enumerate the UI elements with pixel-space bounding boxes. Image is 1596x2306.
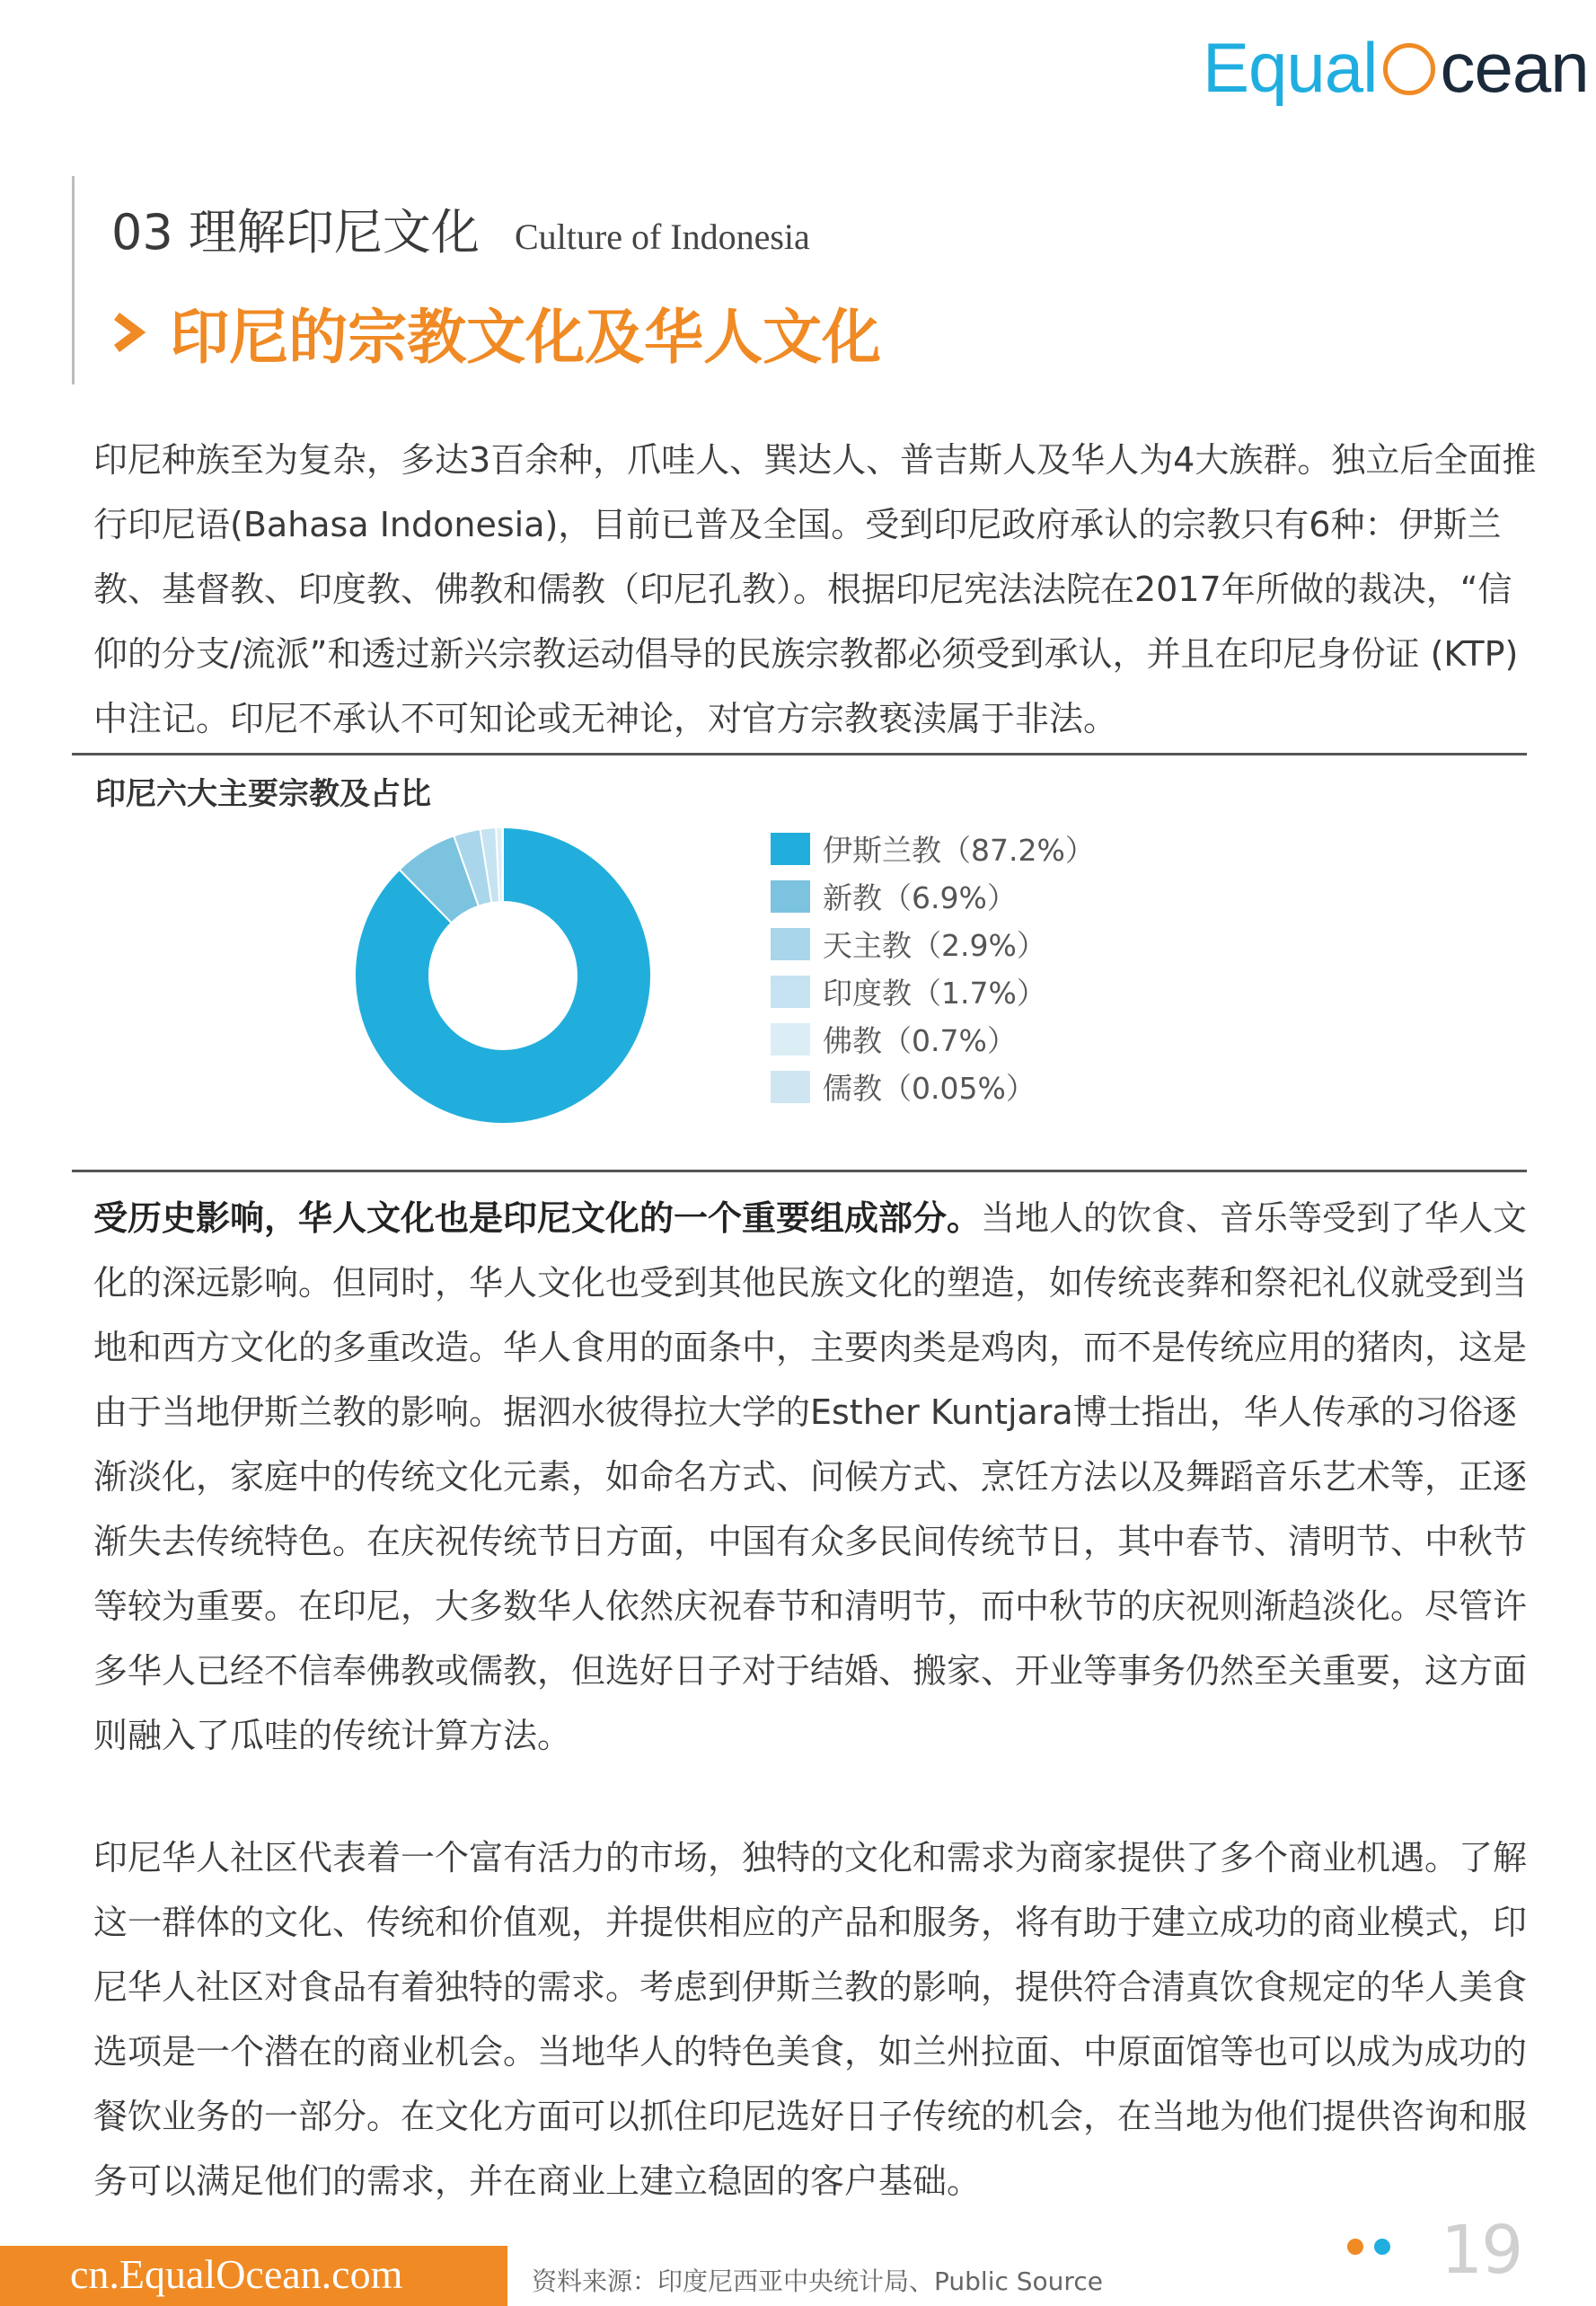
logo-text-cean: cean [1440, 28, 1589, 107]
legend-item [771, 872, 1095, 920]
divider-bottom [72, 1170, 1527, 1172]
legend-swatch [771, 833, 810, 865]
page-title-row [111, 289, 881, 375]
page-number: 19 [1441, 2212, 1522, 2289]
legend-swatch [771, 928, 810, 960]
section-title-en: Culture of Indonesia [514, 216, 810, 257]
legend-swatch [771, 1071, 810, 1103]
source-note: 资料来源：印度尼西亚中央统计局、Public Source [532, 2266, 1103, 2296]
legend-item [771, 1015, 1095, 1063]
section-header [111, 194, 810, 263]
legend-label: 新教（6.9%） [823, 880, 1017, 915]
chinese-culture-body: 当地人的饮食、音乐等受到了华人文化的深远影响。但同时，华人文化也受到其他民族文化的塑造，如传统丧葬和祭祀礼仪就受到当地和西方文化的多重改造。华人食用的面条中，主要肉类是鸡肉，而不是传统应用的猪肉，这是由于当地伊斯兰教的影响。据泗水彼得拉大学的Esther Kuntjara博士指出，华人传承的习俗逐渐淡化，家庭中的传统文化元素，如命名方式、问候方式、烹饪方法以及舞蹈音乐艺术等，正逐渐失去传统特色。在庆祝传统节日方面，中国有众多民间传统节日，其中春节、清明节、中秋节等较为重要。在印尼，大多数华人依然庆祝春节和清明节，而中秋节的庆祝则渐趋淡化。尽管许多华人已经不信奉佛教或儒教，但选好日子对于结婚、搬家、开业等事务仍然至关重要，这方面则融入了瓜哇的传统计算方法。 [93, 1198, 1528, 1755]
page-title: 印尼的宗教文化及华人文化 [170, 303, 882, 372]
logo-o-circle-icon [1383, 43, 1435, 95]
chinese-culture-paragraph [93, 1186, 1539, 1768]
legend-swatch [771, 1023, 810, 1056]
chart-title: 印尼六大主要宗教及占比 [95, 776, 431, 812]
legend-item [771, 967, 1095, 1015]
legend-swatch [771, 976, 810, 1008]
donut-slice-5 [502, 827, 503, 902]
chinese-culture-lead: 受历史影响，华人文化也是印尼文化的一个重要组成部分。 [93, 1198, 982, 1238]
section-vertical-bar [72, 176, 75, 384]
religion-donut-chart [341, 814, 665, 1137]
orange-dot-icon [1347, 2239, 1363, 2255]
equalocean-logo [1203, 27, 1589, 108]
chevron-right-icon [111, 311, 145, 354]
logo-text-equal: Equal [1203, 28, 1378, 107]
divider-top [72, 753, 1527, 755]
legend-item [771, 825, 1095, 872]
legend-label: 印度教（1.7%） [823, 976, 1046, 1011]
business-opportunity-paragraph: 印尼华人社区代表着一个富有活力的市场，独特的文化和需求为商家提供了多个商业机遇。了解这一群体的文化、传统和价值观，并提供相应的产品和服务，将有助于建立成功的商业模式，印尼华人社区对食品有着独特的需求。考虑到伊斯兰教的影响，提供符合清真饮食规定的华人美食选项是一个潜在的商业机会。当地华人的特色美食，如兰州拉面、中原面馆等也可以成为成功的餐饮业务的一部分。在文化方面可以抓住印尼选好日子传统的机会，在当地为他们提供咨询和服务可以满足他们的需求，并在商业上建立稳固的客户基础。 [93, 1838, 1528, 2201]
footer-website-link[interactable]: cn.EqualOcean.com [70, 2251, 403, 2297]
legend-label: 天主教（2.9%） [823, 928, 1046, 963]
section-title-zh: 03 理解印尼文化 [111, 204, 480, 261]
legend-label: 儒教（0.05%） [823, 1071, 1036, 1106]
intro-paragraph: 印尼种族至为复杂，多达3百余种，爪哇人、巽达人、普吉斯人及华人为4大族群。独立后全面推行印尼语(Bahasa Indonesia)，目前已普及全国。受到印尼政府承认的宗教只有6种：伊斯兰教、基督教、印度教、佛教和儒教（印尼孔教）。根据印尼宪法法院在2017年所做的裁决，“信仰的分支/流派”和透过新兴宗教运动倡导的民族宗教都必须受到承认，并且在印尼身份证 (KTP) 中注记。印尼不承认不可知论或无神论，对官方宗教亵渎属于非法。 [93, 440, 1537, 738]
legend-label: 伊斯兰教（87.2%） [823, 833, 1095, 868]
chart-legend [771, 825, 1095, 1110]
legend-label: 佛教（0.7%） [823, 1023, 1017, 1058]
legend-swatch [771, 880, 810, 913]
legend-item [771, 1063, 1095, 1110]
blue-dot-icon [1374, 2239, 1390, 2255]
legend-item [771, 920, 1095, 967]
